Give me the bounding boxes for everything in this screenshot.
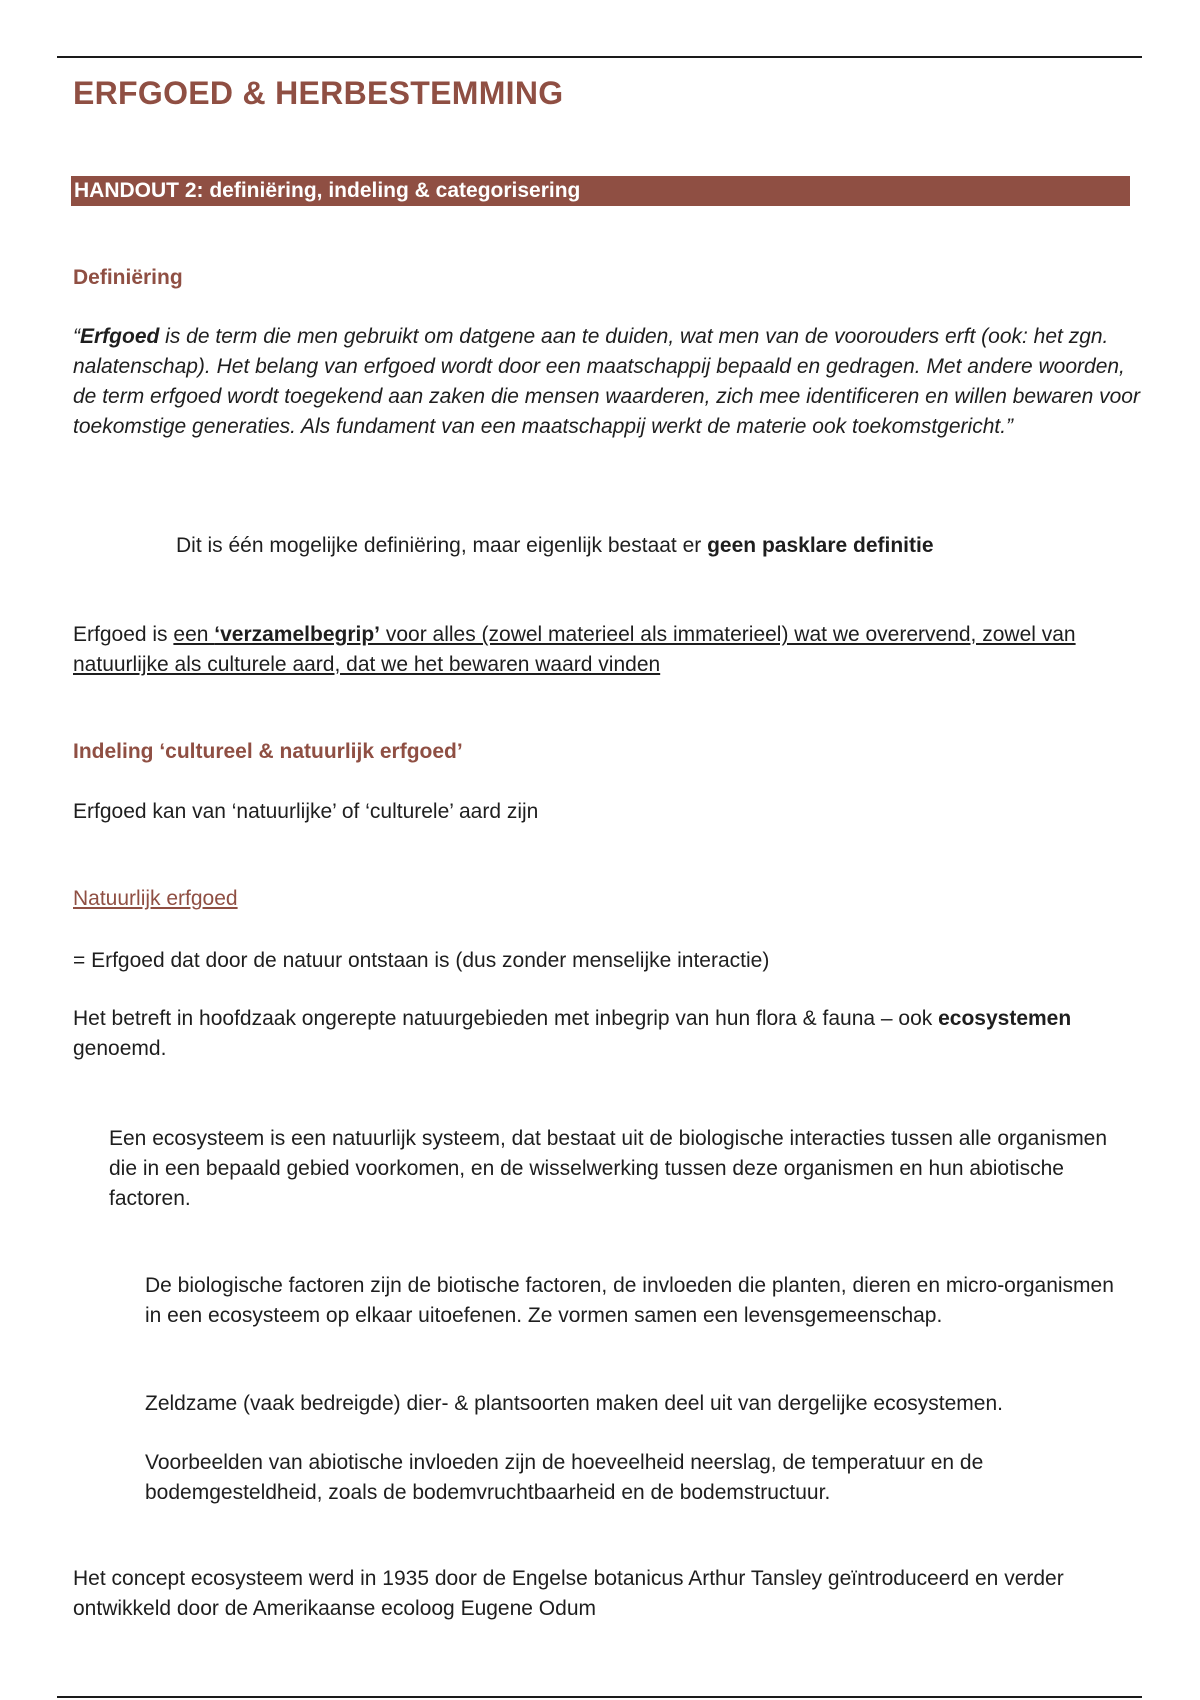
verzamel-text: Erfgoed is	[73, 623, 174, 646]
natuurlijk-erfgoed-subheading: Natuurlijk erfgoed	[73, 887, 238, 910]
definition-note	[176, 531, 934, 561]
betreft-text: Het betreft in hoofdzaak ongerepte natuurgebieden met inbegrip van hun flora & fauna – ook	[73, 1007, 939, 1030]
quote-open-mark: “	[73, 325, 80, 348]
top-rule	[57, 56, 1142, 58]
quote-text: is de term die men gebruikt om datgene aan te duiden, wat men van de voorouders erft (ook: het zgn. nalatenschap). Het belang van erfgoed wordt door een maatschappij bepaald en gedragen. Met andere woorden, de term erfgoed wordt toegekend aan zaken die mensen waarderen, zich mee identificeren en willen bewaren voor toekomstige generaties. Als fundament van een maatschappij werkt de materie ook toekomstgericht.”	[73, 325, 1140, 438]
note-bold: geen pasklare definitie	[707, 534, 934, 557]
definition-quote	[73, 322, 1143, 442]
natuurlijk-definition: = Erfgoed dat door de natuur ontstaan is (dus zonder menselijke interactie)	[73, 949, 770, 972]
definiering-heading: Definiëring	[73, 266, 183, 289]
note-text: Dit is één mogelijke definiëring, maar eigenlijk bestaat er	[176, 534, 708, 557]
betreft-paragraph	[73, 1004, 1073, 1064]
verzamelbegrip-paragraph	[73, 620, 1083, 680]
indeling-heading: Indeling ‘cultureel & natuurlijk erfgoed’	[73, 740, 463, 763]
handout-banner: HANDOUT 2: definiëring, indeling & categorisering	[71, 176, 1130, 206]
indeling-intro: Erfgoed kan van ‘natuurlijke’ of ‘culturele’ aard zijn	[73, 800, 539, 823]
abiotisch-paragraph: Voorbeelden van abiotische invloeden zijn de hoeveelheid neerslag, de temperatuur en de bodemgesteldheid, zoals de bodemvruchtbaarheid en de bodemstructuur.	[145, 1451, 984, 1504]
zeldzaam-paragraph: Zeldzame (vaak bedreigde) dier- & plantsoorten maken deel uit van dergelijke ecosystemen.	[145, 1392, 1003, 1415]
concept-paragraph: Het concept ecosysteem werd in 1935 door de Engelse botanicus Arthur Tansley geïntroduceerd en verder ontwikkeld door de Amerikaanse ecoloog Eugene Odum	[73, 1567, 1064, 1620]
document-title: ERFGOED & HERBESTEMMING	[73, 75, 564, 111]
verzamel-bold: ‘verzamelbegrip’	[214, 623, 380, 646]
quote-term: Erfgoed	[80, 325, 160, 348]
verzamel-underlined-1: een	[173, 623, 215, 646]
ecosysteem-paragraph: Een ecosysteem is een natuurlijk systeem, dat bestaat uit de biologische interacties tussen alle organismen die in een bepaald gebied voorkomen, en de wisselwerking tussen deze organismen en hun abiotische factoren.	[109, 1127, 1108, 1210]
bottom-rule	[57, 1696, 1142, 1698]
biologisch-paragraph: De biologische factoren zijn de biotische factoren, de invloeden die planten, dieren en micro-organismen in een ecosysteem op elkaar uitoefenen. Ze vormen samen een levensgemeenschap.	[145, 1274, 1114, 1327]
verzamel-underlined-2: voor alles (zowel materieel als immaterieel) wat we overervend, zowel van natuurlijke als culturele aard, dat we het bewaren waard vinden	[73, 623, 1076, 676]
betreft-bold: ecosystemen	[938, 1007, 1072, 1030]
betreft-end: genoemd.	[73, 1037, 167, 1060]
